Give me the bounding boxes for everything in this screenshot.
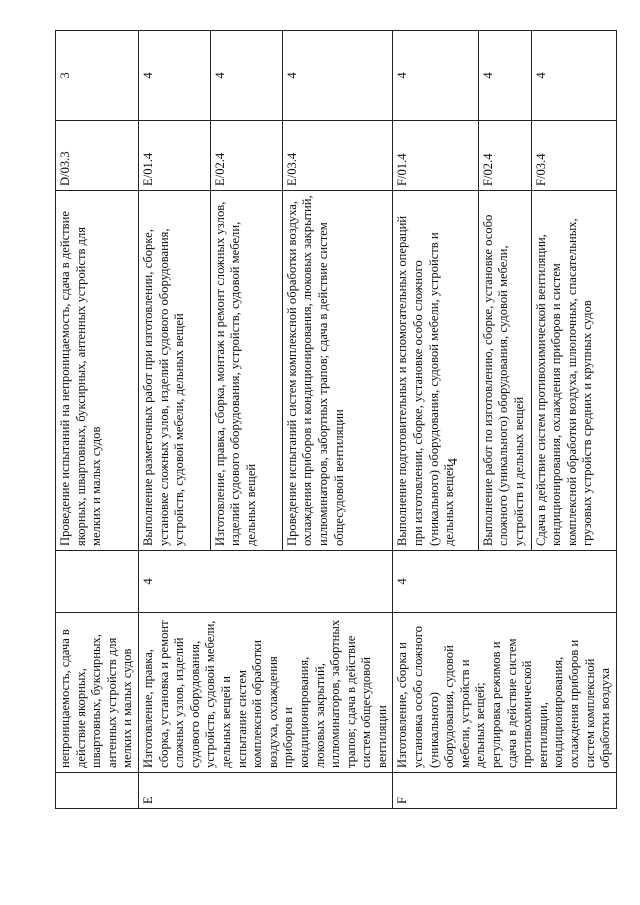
function-code: E/01.4 bbox=[138, 121, 210, 191]
general-function-name: непроницаемость, сдача в действие якорных, швартовных, буксирных, антенных устройств для мелких и малых судов bbox=[56, 613, 139, 773]
function-code: F/03.4 bbox=[531, 121, 616, 191]
labor-function-name: Сдача в действие систем противохимической вентиляции, кондиционирования, охлаждения приборов и систем комплексной обработки воздуха, шлюпочных, спасательных, грузовых устройств средних и крупных судов bbox=[531, 191, 616, 551]
table-row bbox=[393, 31, 478, 809]
table-row bbox=[56, 31, 139, 809]
qualification-level bbox=[56, 551, 139, 613]
labor-function-name: Выполнение работ по изготовлению, сборке, установке особо сложного (уникального) оборудования, судовой мебели, устройств и дельных вещей bbox=[478, 191, 531, 551]
group-letter-cell: F bbox=[393, 773, 616, 809]
sub-level: 4 bbox=[210, 31, 282, 121]
group-letter-cell: E bbox=[138, 773, 393, 809]
table-row bbox=[138, 31, 210, 809]
function-code: F/01.4 bbox=[393, 121, 478, 191]
labor-function-name: Проведение испытаний на непроницаемость, сдача в действие якорных, швартовных, буксирных, антенных устройств для мелких и малых судов bbox=[56, 191, 139, 551]
sub-level: 4 bbox=[478, 31, 531, 121]
competency-table bbox=[55, 30, 617, 809]
sub-level: 4 bbox=[393, 31, 478, 121]
qualification-level: 4 bbox=[138, 551, 393, 613]
sub-level: 4 bbox=[138, 31, 210, 121]
function-code: E/02.4 bbox=[210, 121, 282, 191]
function-code: D/03.3 bbox=[56, 121, 139, 191]
labor-function-name: Выполнение подготовительных и вспомогательных операций при изготовлении, сборке, установке особо сложного (уникального) оборудования, судовой мебели, устройств и дельных вещей bbox=[393, 191, 478, 551]
sub-level: 3 bbox=[56, 31, 139, 121]
labor-function-name: Изготовление, правка, сборка, монтаж и ремонт сложных узлов, изделий судового оборудования, устройств, судовой мебели, дельных вещей bbox=[210, 191, 282, 551]
labor-function-name: Выполнение разметочных работ при изготовлении, сборке, установке сложных узлов, изделий судового оборудования, устройств, судовой мебели, дельных вещей bbox=[138, 191, 210, 551]
qualification-level: 4 bbox=[393, 551, 616, 613]
page-number: 4 bbox=[446, 458, 461, 465]
function-code: E/03.4 bbox=[282, 121, 393, 191]
sub-level: 4 bbox=[282, 31, 393, 121]
sub-level: 4 bbox=[531, 31, 616, 121]
group-letter-cell bbox=[56, 773, 139, 809]
labor-function-name: Проведение испытаний систем комплексной обработки воздуха, охлаждения приборов и кондиционирования, люковых закрытий, иллюминаторов, забортных трапов; сдача в действие систем общесудовой вентиляции bbox=[282, 191, 393, 551]
general-function-name: Изготовление, правка, сборка, установка и ремонт сложных узлов, изделий судового оборудования, устройств, судовой мебели, дельных вещей и испытание систем комплексной обработки воздуха, охлаждения приборов и кондиционирования, люковых закрытий, иллюминаторов, забортных трапов; сдача в действие систем общесудовой вентиляции bbox=[138, 613, 393, 773]
function-code: F/02.4 bbox=[478, 121, 531, 191]
general-function-name: Изготовление, сборка и установка особо сложного (уникального) оборудования, судовой мебели, устройств и дельных вещей; регулировка режимов и сдача в действие систем противохимической вентиляции, кондиционирования, охлаждения приборов и систем комплексной обработки воздуха bbox=[393, 613, 616, 773]
